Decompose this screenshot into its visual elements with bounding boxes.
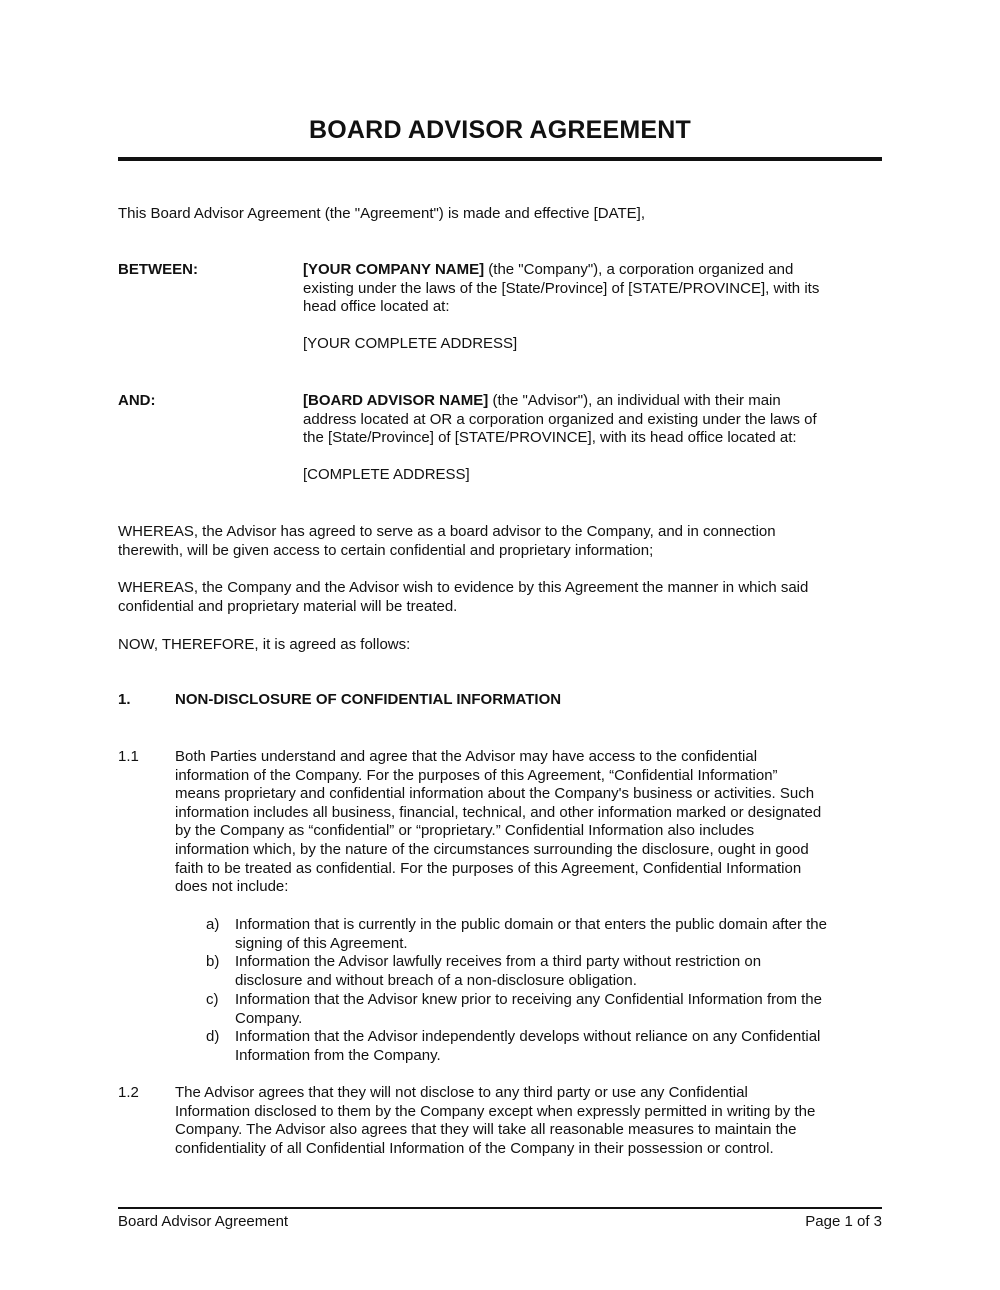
section-1-number: 1. xyxy=(118,691,131,708)
and-line-2: address located at OR a corporation organized and existing under the laws of xyxy=(303,410,817,428)
clause-1-2-number: 1.2 xyxy=(118,1084,139,1101)
advisor-address-placeholder: [COMPLETE ADDRESS] xyxy=(303,465,470,483)
advisor-name-placeholder: [BOARD ADVISOR NAME] xyxy=(303,392,489,409)
and-line-1: [BOARD ADVISOR NAME] (the "Advisor"), an individual with their main xyxy=(303,392,781,409)
list-item-a-letter: a) xyxy=(206,916,220,933)
list-item-c: Information that the Advisor knew prior to receiving any Confidential Information from the Company. xyxy=(235,991,822,1027)
document-title: BOARD ADVISOR AGREEMENT xyxy=(309,116,691,144)
between-party-block xyxy=(303,261,883,353)
and-label: AND: xyxy=(118,392,156,409)
list-item-b-letter: b) xyxy=(206,953,220,970)
intro-paragraph: This Board Advisor Agreement (the "Agreement") is made and effective [DATE], xyxy=(118,205,646,222)
and-party-block xyxy=(303,392,883,484)
recital-1: WHEREAS, the Advisor has agreed to serve as a board advisor to the Company, and in connection therewith, will be given access to certain confidential and proprietary information; xyxy=(118,523,776,559)
list-item-a: Information that is currently in the public domain or that enters the public domain after the signing of this Agreement. xyxy=(235,916,827,952)
title-divider xyxy=(118,157,882,161)
section-1-title: NON-DISCLOSURE OF CONFIDENTIAL INFORMATION xyxy=(175,691,562,708)
between-line-1: [YOUR COMPANY NAME] (the "Company"), a corporation organized and xyxy=(303,261,794,278)
recital-2: WHEREAS, the Company and the Advisor wish to evidence by this Agreement the manner in which said confidential and proprietary material will be treated. xyxy=(118,579,809,615)
footer-divider xyxy=(118,1207,882,1209)
between-line-2: existing under the laws of the [State/Province] of [STATE/PROVINCE], with its xyxy=(303,279,820,297)
footer-page-number: Page 1 of 3 xyxy=(805,1213,882,1230)
clause-1-1-number: 1.1 xyxy=(118,748,139,765)
company-address-placeholder: [YOUR COMPLETE ADDRESS] xyxy=(303,334,518,352)
list-item-d-letter: d) xyxy=(206,1028,220,1045)
list-item-d: Information that the Advisor independently develops without reliance on any Confidential Information from the Company. xyxy=(235,1028,821,1064)
clause-1-2-body: The Advisor agrees that they will not disclose to any third party or use any Confidential Information disclosed to them by the Company except when expressly permitted in writing by the Company. The Advisor also agrees that they will take all reasonable measures to maintain the confidentiality of all Confidential Information of the Company in their possession or control. xyxy=(175,1084,816,1157)
list-item-b: Information the Advisor lawfully receives from a third party without restriction on disclosure and without breach of a non-disclosure obligation. xyxy=(235,953,762,989)
clause-1-1-body: Both Parties understand and agree that the Advisor may have access to the confidential information of the Company. For the purposes of this Agreement, “Confidential Information” means proprietary and confidential information about the Company's business or activities. Such information includes all business, financial, technical, and other information marked or designated by the Company as “confidential” or “proprietary.” Confidential Information also includes information which, by the nature of the circumstances surrounding the disclosure, ought in good faith to be treated as confidential. For the purposes of this Agreement, Confidential Information does not include: xyxy=(175,748,822,896)
and-line-3: the [State/Province] of [STATE/PROVINCE], with its head office located at: xyxy=(303,429,797,447)
between-label: BETWEEN: xyxy=(118,261,198,278)
between-line-3: head office located at: xyxy=(303,298,450,316)
company-name-placeholder: [YOUR COMPANY NAME] xyxy=(303,261,485,278)
recital-3: NOW, THEREFORE, it is agreed as follows: xyxy=(118,636,411,653)
list-item-c-letter: c) xyxy=(206,991,219,1008)
footer-document-name: Board Advisor Agreement xyxy=(118,1213,289,1230)
